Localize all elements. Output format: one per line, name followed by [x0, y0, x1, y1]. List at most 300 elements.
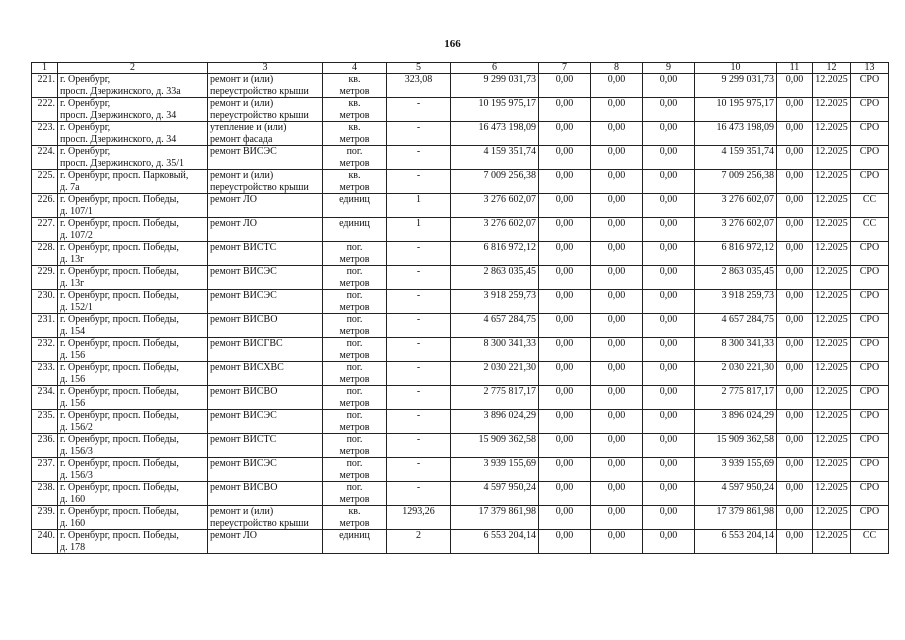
table-row: [32, 242, 889, 266]
total-cost-cell: 6 816 972,12: [451, 242, 539, 266]
row-number: 227.: [32, 218, 58, 242]
line: ремонт ВИСЭС: [210, 410, 277, 421]
fund-type-cell: СРО: [851, 338, 889, 362]
value-cell-9: 0,00: [643, 506, 695, 530]
line: ремонт и (или): [210, 74, 274, 85]
fund-type-cell: СРО: [851, 482, 889, 506]
address-cell: [58, 506, 208, 530]
total-cost-cell: 8 300 341,33: [451, 338, 539, 362]
fund-type-cell: СРО: [851, 290, 889, 314]
completion-date-cell: 12.2025: [813, 314, 851, 338]
value-cell-7: 0,00: [539, 218, 591, 242]
value-cell-11: 0,00: [777, 458, 813, 482]
quantity-cell: -: [387, 290, 451, 314]
row-number: 234.: [32, 386, 58, 410]
line: ремонт и (или): [210, 98, 274, 109]
table-row: [32, 122, 889, 146]
completion-date-cell: 12.2025: [813, 170, 851, 194]
work-type-cell: [208, 266, 323, 290]
value-cell-7: 0,00: [539, 338, 591, 362]
address-cell: [58, 266, 208, 290]
unit-cell: [323, 146, 387, 170]
table-row: [32, 194, 889, 218]
row-number: 231.: [32, 314, 58, 338]
fund-cost-cell: 3 896 024,29: [695, 410, 777, 434]
line: ремонт и (или): [210, 170, 274, 181]
row-number: 233.: [32, 362, 58, 386]
line: ремонт ВИСТС: [210, 242, 277, 253]
completion-date-cell: 12.2025: [813, 434, 851, 458]
value-cell-9: 0,00: [643, 194, 695, 218]
line: ремонт ВИСВО: [210, 386, 278, 397]
work-type-cell: [208, 338, 323, 362]
fund-cost-cell: 8 300 341,33: [695, 338, 777, 362]
column-header: 2: [58, 63, 208, 74]
quantity-cell: 1293,26: [387, 506, 451, 530]
value-cell-9: 0,00: [643, 314, 695, 338]
fund-type-cell: СРО: [851, 362, 889, 386]
completion-date-cell: 12.2025: [813, 410, 851, 434]
fund-type-cell: СРО: [851, 386, 889, 410]
value-cell-7: 0,00: [539, 506, 591, 530]
column-header: 12: [813, 63, 851, 74]
column-header: 3: [208, 63, 323, 74]
value-cell-9: 0,00: [643, 362, 695, 386]
total-cost-cell: 4 597 950,24: [451, 482, 539, 506]
value-cell-9: 0,00: [643, 338, 695, 362]
line: г. Оренбург,: [60, 74, 111, 85]
column-header: 8: [591, 63, 643, 74]
fund-type-cell: СРО: [851, 314, 889, 338]
line: метров: [339, 469, 370, 481]
column-header: 1: [32, 63, 58, 74]
total-cost-cell: 9 299 031,73: [451, 74, 539, 98]
fund-type-cell: СРО: [851, 458, 889, 482]
value-cell-7: 0,00: [539, 362, 591, 386]
value-cell-7: 0,00: [539, 266, 591, 290]
address-cell: [58, 218, 208, 242]
value-cell-8: 0,00: [591, 362, 643, 386]
value-cell-7: 0,00: [539, 458, 591, 482]
value-cell-8: 0,00: [591, 338, 643, 362]
quantity-cell: 1: [387, 218, 451, 242]
address-cell: [58, 530, 208, 554]
value-cell-7: 0,00: [539, 170, 591, 194]
unit-cell: [323, 362, 387, 386]
column-number-row: [32, 63, 889, 74]
address-cell: [58, 314, 208, 338]
column-header: 11: [777, 63, 813, 74]
line: кв.: [348, 122, 361, 133]
quantity-cell: 2: [387, 530, 451, 554]
page-number: 166: [444, 38, 461, 50]
completion-date-cell: 12.2025: [813, 290, 851, 314]
completion-date-cell: 12.2025: [813, 362, 851, 386]
line: ремонт ЛО: [210, 218, 257, 229]
completion-date-cell: 12.2025: [813, 146, 851, 170]
value-cell-9: 0,00: [643, 218, 695, 242]
line: д. 156/2: [60, 421, 93, 433]
table-row: [32, 170, 889, 194]
fund-cost-cell: 9 299 031,73: [695, 74, 777, 98]
line: ремонт и (или): [210, 506, 274, 517]
value-cell-9: 0,00: [643, 74, 695, 98]
table-row: [32, 506, 889, 530]
value-cell-9: 0,00: [643, 434, 695, 458]
fund-cost-cell: 10 195 975,17: [695, 98, 777, 122]
line: д. 156: [60, 397, 86, 409]
fund-type-cell: СС: [851, 530, 889, 554]
line: г. Оренбург, просп. Победы,: [60, 506, 179, 517]
table-row: [32, 314, 889, 338]
completion-date-cell: 12.2025: [813, 122, 851, 146]
fund-cost-cell: 2 863 035,45: [695, 266, 777, 290]
table-row: [32, 146, 889, 170]
row-number: 223.: [32, 122, 58, 146]
row-number: 221.: [32, 74, 58, 98]
fund-cost-cell: 16 473 198,09: [695, 122, 777, 146]
line: метров: [339, 493, 370, 505]
unit-cell: [323, 314, 387, 338]
value-cell-11: 0,00: [777, 290, 813, 314]
line: ремонт ВИСЭС: [210, 146, 277, 157]
fund-cost-cell: 15 909 362,58: [695, 434, 777, 458]
fund-type-cell: СС: [851, 218, 889, 242]
value-cell-9: 0,00: [643, 386, 695, 410]
line: переустройство крыши: [210, 109, 309, 121]
unit-cell: [323, 98, 387, 122]
value-cell-9: 0,00: [643, 242, 695, 266]
line: просп. Дзержинского, д. 34: [60, 109, 177, 121]
table-row: [32, 98, 889, 122]
value-cell-7: 0,00: [539, 434, 591, 458]
row-number: 232.: [32, 338, 58, 362]
line: ремонт ВИСВО: [210, 314, 278, 325]
value-cell-7: 0,00: [539, 122, 591, 146]
line: д. 178: [60, 541, 86, 553]
line: метров: [339, 397, 370, 409]
line: г. Оренбург,: [60, 98, 111, 109]
completion-date-cell: 12.2025: [813, 194, 851, 218]
table-row: [32, 338, 889, 362]
fund-cost-cell: 6 816 972,12: [695, 242, 777, 266]
work-type-cell: [208, 458, 323, 482]
value-cell-8: 0,00: [591, 482, 643, 506]
value-cell-11: 0,00: [777, 530, 813, 554]
line: пог.: [346, 434, 363, 445]
line: просп. Дзержинского, д. 33а: [60, 85, 181, 97]
row-number: 239.: [32, 506, 58, 530]
line: единиц: [339, 194, 370, 205]
value-cell-11: 0,00: [777, 338, 813, 362]
value-cell-11: 0,00: [777, 434, 813, 458]
quantity-cell: -: [387, 482, 451, 506]
unit-cell: [323, 506, 387, 530]
quantity-cell: -: [387, 338, 451, 362]
line: г. Оренбург, просп. Победы,: [60, 434, 179, 445]
work-type-cell: [208, 482, 323, 506]
table-row: [32, 362, 889, 386]
unit-cell: [323, 194, 387, 218]
quantity-cell: -: [387, 386, 451, 410]
line: пог.: [346, 290, 363, 301]
quantity-cell: 1: [387, 194, 451, 218]
line: метров: [339, 421, 370, 433]
fund-type-cell: СРО: [851, 146, 889, 170]
completion-date-cell: 12.2025: [813, 338, 851, 362]
fund-type-cell: СРО: [851, 410, 889, 434]
fund-cost-cell: 4 597 950,24: [695, 482, 777, 506]
quantity-cell: -: [387, 146, 451, 170]
table-row: [32, 458, 889, 482]
line: г. Оренбург, просп. Победы,: [60, 530, 179, 541]
value-cell-7: 0,00: [539, 386, 591, 410]
total-cost-cell: 3 939 155,69: [451, 458, 539, 482]
line: д. 107/2: [60, 229, 93, 241]
line: кв.: [348, 98, 361, 109]
fund-type-cell: СРО: [851, 266, 889, 290]
address-cell: [58, 458, 208, 482]
line: метров: [339, 277, 370, 289]
line: ремонт ВИСХВС: [210, 362, 284, 373]
quantity-cell: -: [387, 170, 451, 194]
row-number: 235.: [32, 410, 58, 434]
completion-date-cell: 12.2025: [813, 530, 851, 554]
line: метров: [339, 133, 370, 145]
line: переустройство крыши: [210, 181, 309, 193]
line: переустройство крыши: [210, 85, 309, 97]
line: кв.: [348, 506, 361, 517]
work-type-cell: [208, 242, 323, 266]
value-cell-9: 0,00: [643, 458, 695, 482]
line: г. Оренбург, просп. Победы,: [60, 362, 179, 373]
unit-cell: [323, 122, 387, 146]
value-cell-7: 0,00: [539, 146, 591, 170]
value-cell-11: 0,00: [777, 170, 813, 194]
line: г. Оренбург, просп. Победы,: [60, 482, 179, 493]
line: г. Оренбург, просп. Победы,: [60, 314, 179, 325]
total-cost-cell: 3 276 602,07: [451, 218, 539, 242]
address-cell: [58, 146, 208, 170]
value-cell-11: 0,00: [777, 386, 813, 410]
fund-type-cell: СРО: [851, 434, 889, 458]
value-cell-11: 0,00: [777, 266, 813, 290]
value-cell-7: 0,00: [539, 314, 591, 338]
value-cell-11: 0,00: [777, 194, 813, 218]
work-type-cell: [208, 74, 323, 98]
address-cell: [58, 194, 208, 218]
fund-type-cell: СРО: [851, 122, 889, 146]
value-cell-11: 0,00: [777, 146, 813, 170]
table-row: [32, 290, 889, 314]
work-type-cell: [208, 218, 323, 242]
value-cell-8: 0,00: [591, 266, 643, 290]
address-cell: [58, 242, 208, 266]
total-cost-cell: 7 009 256,38: [451, 170, 539, 194]
table-row: [32, 530, 889, 554]
table-row: [32, 410, 889, 434]
work-type-cell: [208, 170, 323, 194]
line: пог.: [346, 458, 363, 469]
row-number: 237.: [32, 458, 58, 482]
fund-cost-cell: 4 657 284,75: [695, 314, 777, 338]
value-cell-11: 0,00: [777, 314, 813, 338]
value-cell-9: 0,00: [643, 482, 695, 506]
value-cell-8: 0,00: [591, 194, 643, 218]
unit-cell: [323, 482, 387, 506]
line: метров: [339, 157, 370, 169]
unit-cell: [323, 74, 387, 98]
unit-cell: [323, 434, 387, 458]
completion-date-cell: 12.2025: [813, 386, 851, 410]
line: д. 13г: [60, 253, 85, 265]
line: г. Оренбург, просп. Победы,: [60, 242, 179, 253]
fund-type-cell: СС: [851, 194, 889, 218]
unit-cell: [323, 338, 387, 362]
fund-type-cell: СРО: [851, 506, 889, 530]
work-type-cell: [208, 194, 323, 218]
address-cell: [58, 410, 208, 434]
value-cell-9: 0,00: [643, 98, 695, 122]
unit-cell: [323, 290, 387, 314]
line: пог.: [346, 362, 363, 373]
address-cell: [58, 338, 208, 362]
completion-date-cell: 12.2025: [813, 218, 851, 242]
row-number: 225.: [32, 170, 58, 194]
completion-date-cell: 12.2025: [813, 482, 851, 506]
total-cost-cell: 6 553 204,14: [451, 530, 539, 554]
value-cell-8: 0,00: [591, 242, 643, 266]
line: д. 160: [60, 493, 86, 505]
value-cell-7: 0,00: [539, 410, 591, 434]
fund-cost-cell: 2 775 817,17: [695, 386, 777, 410]
column-header: 4: [323, 63, 387, 74]
value-cell-8: 0,00: [591, 170, 643, 194]
value-cell-8: 0,00: [591, 530, 643, 554]
value-cell-11: 0,00: [777, 410, 813, 434]
total-cost-cell: 15 909 362,58: [451, 434, 539, 458]
table-row: [32, 482, 889, 506]
total-cost-cell: 3 276 602,07: [451, 194, 539, 218]
value-cell-8: 0,00: [591, 98, 643, 122]
total-cost-cell: 2 030 221,30: [451, 362, 539, 386]
value-cell-11: 0,00: [777, 122, 813, 146]
completion-date-cell: 12.2025: [813, 506, 851, 530]
work-type-cell: [208, 290, 323, 314]
column-header: 5: [387, 63, 451, 74]
quantity-cell: -: [387, 98, 451, 122]
value-cell-8: 0,00: [591, 386, 643, 410]
value-cell-7: 0,00: [539, 98, 591, 122]
value-cell-11: 0,00: [777, 362, 813, 386]
line: метров: [339, 181, 370, 193]
total-cost-cell: 2 775 817,17: [451, 386, 539, 410]
work-type-cell: [208, 530, 323, 554]
address-cell: [58, 482, 208, 506]
row-number: 229.: [32, 266, 58, 290]
line: просп. Дзержинского, д. 35/1: [60, 157, 184, 169]
value-cell-8: 0,00: [591, 314, 643, 338]
quantity-cell: -: [387, 242, 451, 266]
value-cell-11: 0,00: [777, 98, 813, 122]
line: г. Оренбург, просп. Парковый,: [60, 170, 189, 181]
column-header: 9: [643, 63, 695, 74]
line: метров: [339, 109, 370, 121]
quantity-cell: -: [387, 434, 451, 458]
line: д. 154: [60, 325, 86, 337]
fund-cost-cell: 4 159 351,74: [695, 146, 777, 170]
line: д. 156/3: [60, 445, 93, 457]
quantity-cell: -: [387, 314, 451, 338]
value-cell-9: 0,00: [643, 122, 695, 146]
value-cell-8: 0,00: [591, 146, 643, 170]
table-row: [32, 74, 889, 98]
line: ремонт фасада: [210, 133, 273, 145]
value-cell-8: 0,00: [591, 506, 643, 530]
line: пог.: [346, 482, 363, 493]
address-cell: [58, 362, 208, 386]
unit-cell: [323, 170, 387, 194]
work-type-cell: [208, 98, 323, 122]
work-type-cell: [208, 314, 323, 338]
value-cell-9: 0,00: [643, 530, 695, 554]
value-cell-7: 0,00: [539, 290, 591, 314]
line: г. Оренбург,: [60, 122, 111, 133]
line: метров: [339, 253, 370, 265]
line: кв.: [348, 74, 361, 85]
line: метров: [339, 325, 370, 337]
unit-cell: [323, 458, 387, 482]
fund-cost-cell: 3 276 602,07: [695, 194, 777, 218]
work-type-cell: [208, 506, 323, 530]
value-cell-11: 0,00: [777, 482, 813, 506]
fund-type-cell: СРО: [851, 170, 889, 194]
line: г. Оренбург, просп. Победы,: [60, 386, 179, 397]
work-type-cell: [208, 410, 323, 434]
work-type-cell: [208, 362, 323, 386]
line: метров: [339, 373, 370, 385]
line: ремонт ЛО: [210, 194, 257, 205]
unit-cell: [323, 386, 387, 410]
line: д. 156: [60, 373, 86, 385]
total-cost-cell: 4 159 351,74: [451, 146, 539, 170]
fund-type-cell: СРО: [851, 98, 889, 122]
address-cell: [58, 74, 208, 98]
line: ремонт ВИСЭС: [210, 458, 277, 469]
fund-cost-cell: 3 939 155,69: [695, 458, 777, 482]
line: единиц: [339, 530, 370, 541]
line: д. 152/1: [60, 301, 93, 313]
row-number: 226.: [32, 194, 58, 218]
value-cell-7: 0,00: [539, 242, 591, 266]
value-cell-8: 0,00: [591, 434, 643, 458]
line: г. Оренбург,: [60, 146, 111, 157]
line: г. Оренбург, просп. Победы,: [60, 338, 179, 349]
completion-date-cell: 12.2025: [813, 266, 851, 290]
line: пог.: [346, 146, 363, 157]
value-cell-8: 0,00: [591, 74, 643, 98]
row-number: 236.: [32, 434, 58, 458]
fund-type-cell: СРО: [851, 74, 889, 98]
line: г. Оренбург, просп. Победы,: [60, 218, 179, 229]
fund-cost-cell: 2 030 221,30: [695, 362, 777, 386]
quantity-cell: -: [387, 410, 451, 434]
row-number: 224.: [32, 146, 58, 170]
line: ремонт ВИСЭС: [210, 290, 277, 301]
value-cell-9: 0,00: [643, 290, 695, 314]
value-cell-8: 0,00: [591, 458, 643, 482]
value-cell-11: 0,00: [777, 74, 813, 98]
